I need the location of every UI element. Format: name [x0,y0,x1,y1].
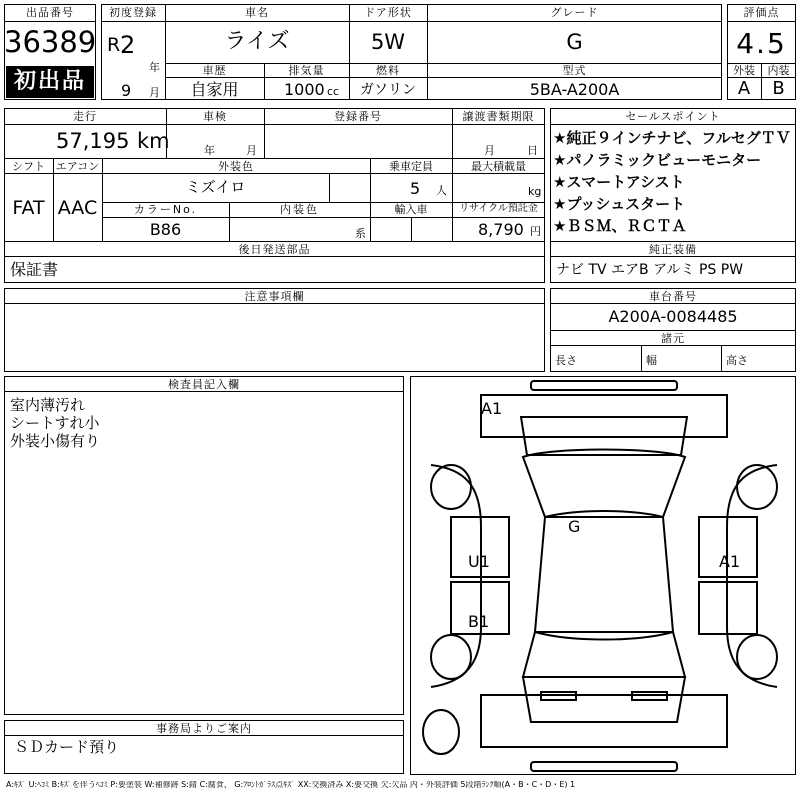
first-reg-label: 初度登録 [109,6,157,19]
color-no-value: B86 [149,220,182,239]
grade-value: G [566,30,583,54]
capacity-label: 乗車定員 [389,160,433,173]
car-diagram-svg [411,377,797,776]
sales-point-item: ★純正９インチナビ、フルセグＴＶ [553,129,791,147]
auction-no-value: 36389 [4,25,97,59]
reg-no-label: 登録番号 [334,110,382,123]
door-value: 5W [370,30,406,54]
rear-glass-shape [523,632,685,677]
grade-label: グレード [550,6,599,19]
sales-point-list [553,127,793,237]
exterior-color-value: ミズイロ [185,178,246,196]
sales-point-item: ★スマートアシスト [553,173,685,191]
interior-color-unit: 系 [355,227,366,240]
doc-deadline-day-unit: 日 [527,144,538,157]
dims-length-label: 長さ [555,354,577,367]
sales-point-item: ★プッシュスタート [553,195,686,213]
recycle-label: リサイクル預託金 [459,203,538,214]
dims-height-label: 高さ [726,354,748,367]
inspector-notes [10,396,100,450]
car-diagram [410,376,796,775]
first-reg-month: 9 [121,81,132,100]
exterior-grade-label: 外装 [733,64,755,77]
displacement-unit: cc [327,85,340,98]
first-listing-text: 初出品 [13,69,86,94]
displacement-label: 排気量 [288,64,325,77]
wheel-front-right-shape [737,465,777,509]
first-reg-year-unit: 年 [149,61,160,74]
color-no-label: カラーNo. [133,203,198,216]
roof-shape [535,517,673,632]
exterior-grade-value: A [737,78,751,99]
later-parts-value: 保証書 [10,260,59,279]
car-name-value: ライズ [224,29,290,54]
aircon-label: エアコン [55,160,100,173]
wheel-rear-right-shape [737,635,777,679]
wheel-front-left-shape [431,465,471,509]
interior-color-label: 内装色 [280,203,319,216]
inspection-month-unit: 月 [246,144,257,157]
front-bumper-shape [531,381,677,390]
auction-no-label: 出品番号 [26,6,74,19]
inspection-year-unit: 年 [204,144,215,157]
later-parts-label: 後日発送部品 [238,243,311,256]
first-reg-month-unit: 月 [149,86,160,99]
inspector-label: 検査員記入欄 [168,378,240,391]
dims-width-label: 幅 [646,354,657,367]
history-label: 車歴 [202,64,227,77]
capacity-unit: 人 [436,184,447,197]
door-label: ドア形状 [364,6,412,19]
dims-label: 諸元 [661,332,685,345]
first-reg-year: 2 [120,31,136,59]
fuel-value: ガソリン [360,82,416,98]
car-name-label: 車名 [245,6,269,19]
office-label: 事務局よりご案内 [156,722,252,735]
interior-grade-value: B [772,78,785,99]
rear-bumper-shape [531,762,677,771]
mark-left-door: U1 [468,552,490,571]
doc-deadline-label: 譲渡書類期限 [462,110,535,123]
chassis-value: A200A-0084485 [608,307,738,326]
inspector-note: シートすれ小 [10,414,100,432]
model-label: 型式 [562,64,587,77]
wheel-rear-left-shape [431,635,471,679]
inspection-label: 車検 [203,110,227,123]
equipment-label: 純正装備 [649,243,697,256]
sales-point-label: セールスポイント [625,110,721,123]
mark-center: G [568,517,581,536]
exterior-color-label: 外装色 [218,160,254,173]
model-value: 5BA-A200A [529,80,620,99]
inspector-note: 外装小傷有り [10,432,101,450]
windshield-shape [523,450,685,518]
import-label: 輸入車 [394,203,428,216]
mileage-label: 走行 [73,110,97,123]
max-load-label: 最大積載量 [471,160,526,173]
doc-deadline-month-unit: 月 [484,144,495,157]
interior-grade-label: 内装 [767,64,790,77]
displacement-value: 1000 [284,80,325,99]
score-label: 評価点 [743,6,780,19]
mark-right-door: A1 [719,552,741,571]
fuel-label: 燃料 [376,64,400,77]
sales-point-item: ★ＢＳＭ、ＲＣＴＡ [553,217,687,235]
mark-front: A1 [481,399,503,418]
mileage-unit: km [137,129,170,153]
score-value: 4.5 [736,27,787,60]
capacity-value: 5 [410,179,421,198]
shift-value: FAT [12,197,45,219]
inspector-note: 室内薄汚れ [10,396,86,414]
first-reg-era: R [107,34,121,56]
history-value: 自家用 [190,80,239,99]
mark-rear-left: B1 [468,612,490,631]
legend-text: A:ｷｽﾞ U:ﾍｺﾐ B:ｷｽﾞを伴うﾍｺﾐ P:要塗装 W:補修跡 S:錆 C:腐食、 G:ﾌﾛﾝﾄｶﾞﾗｽ点ｷｽﾞ XX:交換済み X:要交換 欠:欠品 内・外装評価 5段階ﾗﾝｸ順(A・B・C・D・E) 1 [6,781,576,789]
equipment-value: ナビ TV エアB アルミ PS PW [556,262,744,278]
office-value: ＳＤカード預り [14,738,120,756]
max-load-unit: kg [528,185,542,198]
sales-point-item: ★パノラミックビューモニター [553,151,762,169]
shift-label: シフト [12,160,45,173]
mileage-value: 57,195 [56,129,130,153]
spare-tire-shape [423,710,459,754]
recycle-unit: 円 [530,225,541,238]
recycle-value: 8,790 [478,220,524,239]
chassis-label: 車台番号 [649,290,697,303]
aircon-value: AAC [57,197,98,219]
notes-label: 注意事項欄 [244,290,305,303]
